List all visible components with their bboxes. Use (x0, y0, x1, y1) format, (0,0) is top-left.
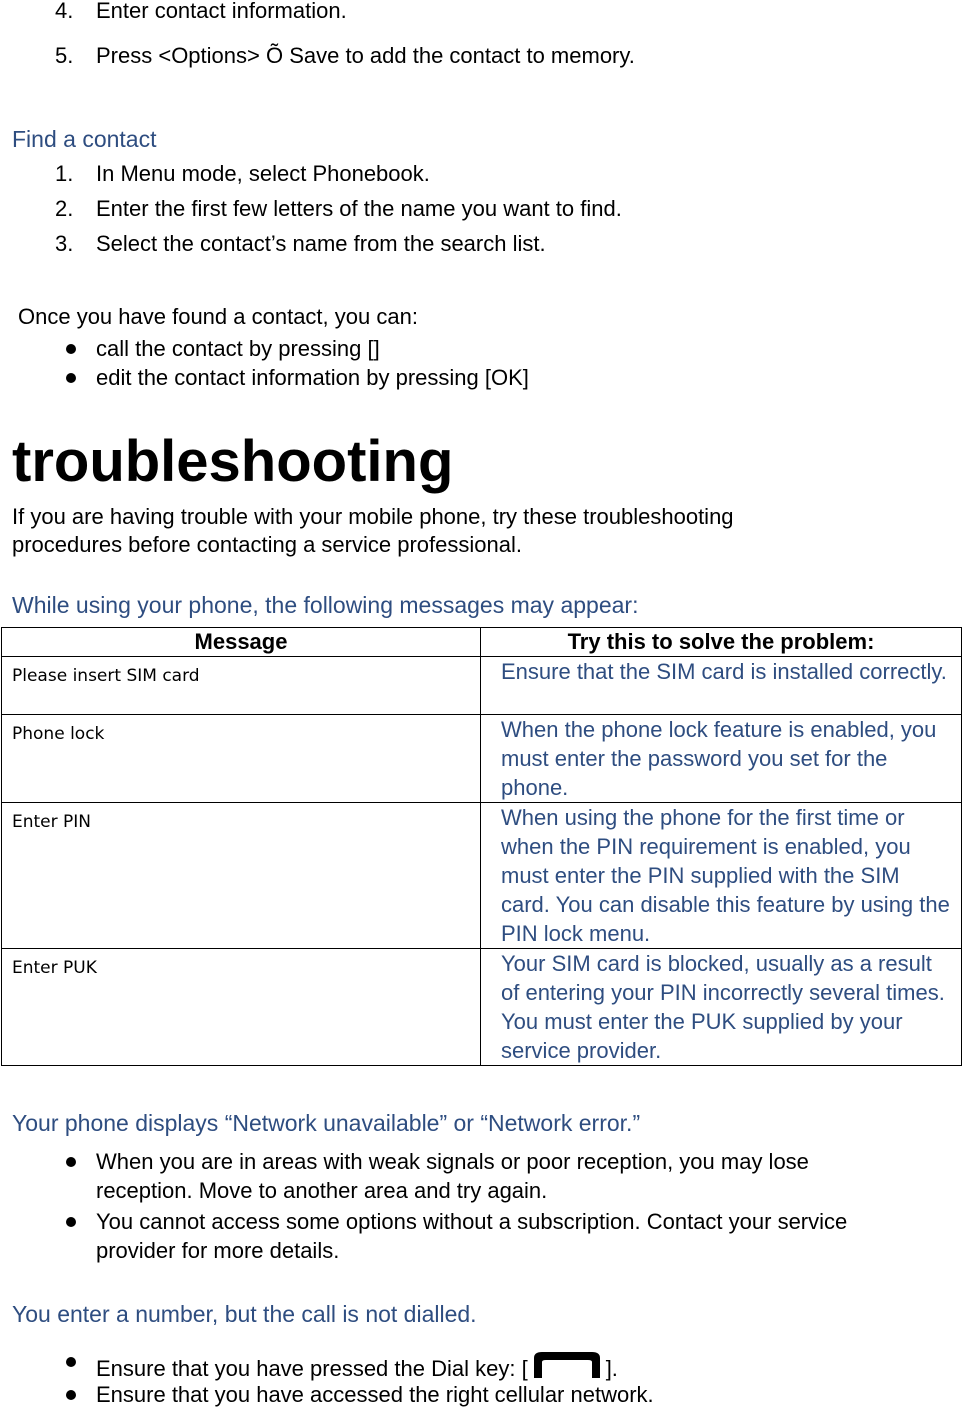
solution-cell: Your SIM card is blocked, usually as a result of entering your PIN incorrectly several times. You must enter the PUK supplied by your service provider. (481, 949, 962, 1066)
message-cell: Phone lock (2, 715, 481, 803)
dial-key-text-before: Ensure that you have pressed the Dial key: [ (96, 1356, 528, 1381)
bullet-icon (66, 1157, 76, 1167)
not-dialled-heading: You enter a number, but the call is not dialled. (12, 1301, 477, 1327)
dial-key-text-after: ]. (605, 1356, 618, 1381)
step-number: 2. (55, 196, 74, 221)
bullet-text: call the contact by pressing [] (96, 336, 380, 361)
bullet-text: When you are in areas with weak signals or poor reception, you may lose (96, 1149, 809, 1174)
column-header-message: Message (2, 628, 481, 657)
table-header-row (2, 628, 962, 657)
bullet-text (96, 1348, 618, 1383)
step-text: Select the contact’s name from the search list. (96, 231, 546, 256)
bullet-icon (66, 1217, 76, 1227)
page-title: troubleshooting (12, 429, 454, 494)
solution-cell: When using the phone for the first time or when the PIN requirement is enabled, you must enter the PIN supplied with the SIM card. You can disable this feature by using the PIN lock menu. (481, 803, 962, 949)
solution-cell: Ensure that the SIM card is installed correctly. (481, 657, 962, 715)
bullet-text: reception. Move to another area and try again. (96, 1178, 548, 1203)
solution-cell: When the phone lock feature is enabled, you must enter the password you set for the phone. (481, 715, 962, 803)
table-row (2, 803, 962, 949)
table-row (2, 949, 962, 1066)
bullet-text: edit the contact information by pressing [OK] (96, 365, 529, 390)
step-number: 3. (55, 231, 74, 256)
step-text: Enter the first few letters of the name you want to find. (96, 196, 622, 221)
once-found-text: Once you have found a contact, you can: (18, 304, 418, 329)
step-number: 4. (55, 0, 74, 23)
message-cell: Enter PIN (2, 803, 481, 949)
bullet-icon (66, 344, 76, 354)
message-cell: Please insert SIM card (2, 657, 481, 715)
intro-text: If you are having trouble with your mobile phone, try these troubleshooting (12, 504, 734, 529)
bullet-icon (66, 373, 76, 383)
bullet-icon (66, 1357, 76, 1367)
table-row (2, 657, 962, 715)
intro-text: procedures before contacting a service professional. (12, 532, 522, 557)
table-row (2, 715, 962, 803)
dial-key-icon (530, 1348, 604, 1380)
bullet-icon (66, 1390, 76, 1400)
column-header-solution: Try this to solve the problem: (481, 628, 962, 657)
messages-table (1, 627, 962, 1066)
step-number: 5. (55, 43, 74, 68)
find-contact-heading: Find a contact (12, 126, 157, 152)
network-heading: Your phone displays “Network unavailable” or “Network error.” (12, 1110, 641, 1136)
message-cell: Enter PUK (2, 949, 481, 1066)
step-text: Press <Options> Õ Save to add the contact to memory. (96, 43, 635, 68)
step-number: 1. (55, 161, 74, 186)
messages-heading: While using your phone, the following messages may appear: (12, 592, 639, 618)
bullet-text: provider for more details. (96, 1238, 340, 1263)
bullet-text: You cannot access some options without a subscription. Contact your service (96, 1209, 848, 1234)
bullet-text: Ensure that you have accessed the right cellular network. (96, 1382, 654, 1407)
step-text: Enter contact information. (96, 0, 347, 23)
step-text: In Menu mode, select Phonebook. (96, 161, 430, 186)
